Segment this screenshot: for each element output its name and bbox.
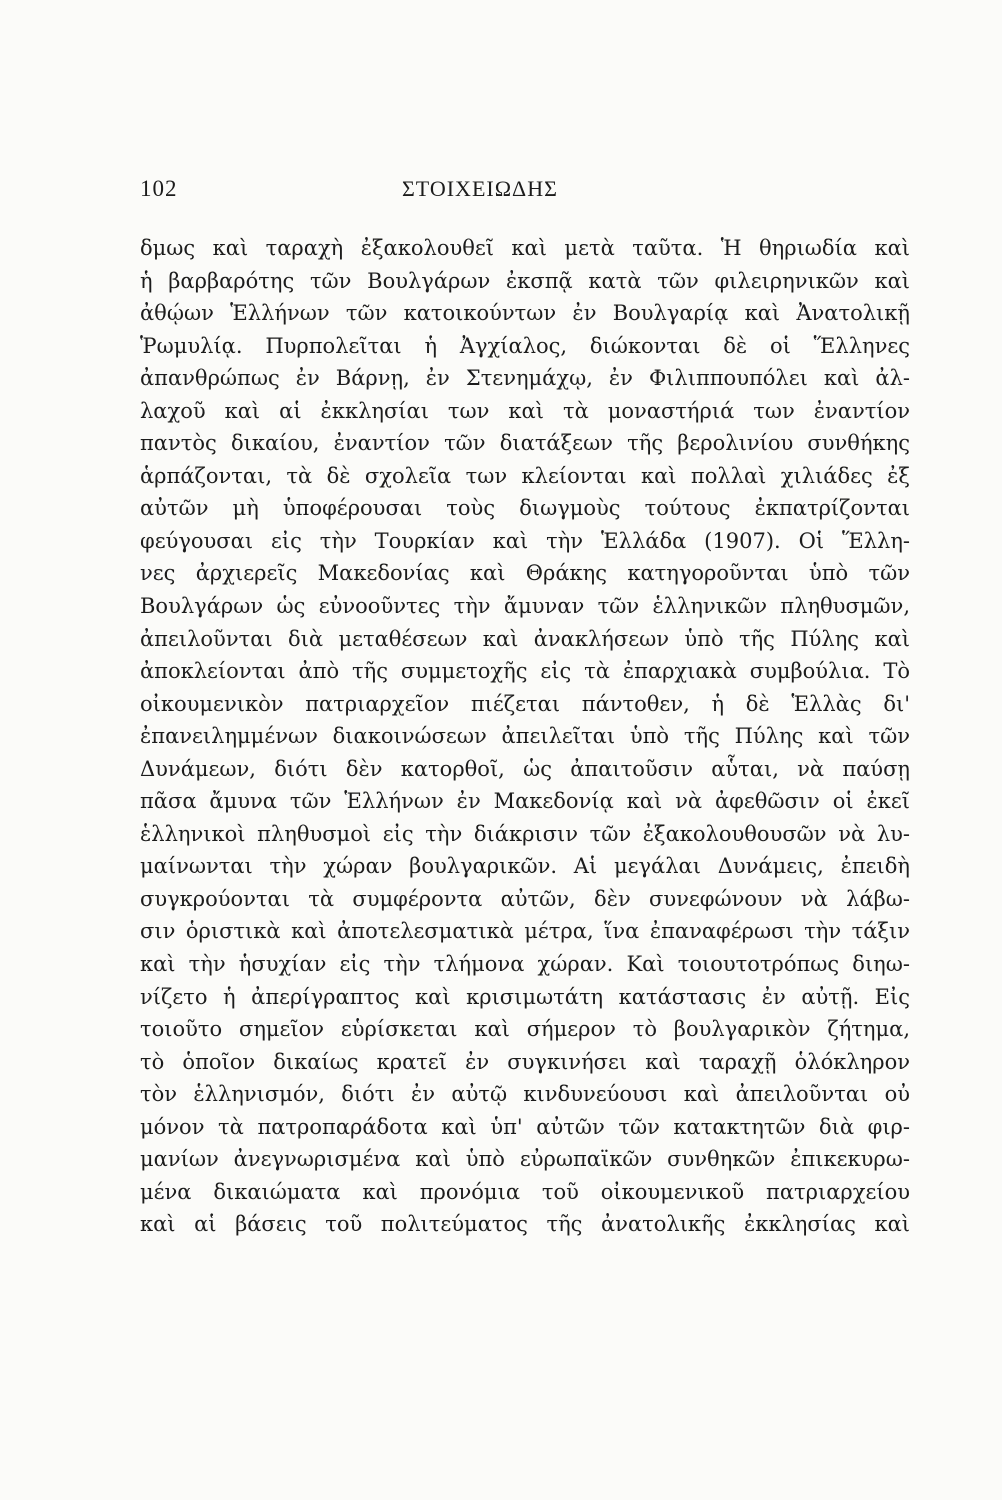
text-line: τὸ ὁποῖον δικαίως κρατεῖ ἐν συγκινήσει καὶ ταραχῇ ὁλόκληρον [140, 1049, 910, 1074]
text-line: ἐπανειλημμένων διακοινώσεων ἀπειλεῖται ὑπὸ τῆς Πύλης καὶ τῶν [140, 724, 910, 749]
text-line: Ῥωμυλίᾳ. Πυρπολεῖται ἡ Ἀγχίαλος, διώκονται δὲ οἱ Ἕλληνες [140, 333, 910, 358]
text-line: καὶ αἱ βάσεις τοῦ πολιτεύματος τῆς ἀνατολικῆς ἐκκλησίας καὶ [140, 1212, 910, 1237]
text-line: παντὸς δικαίου, ἐναντίον τῶν διατάξεων τῆς βερολινίου συνθήκης [140, 431, 910, 456]
text-line: Δυνάμεων, διότι δὲν κατορθοῖ, ὡς ἀπαιτοῦσιν αὗται, νὰ παύσῃ [140, 756, 910, 781]
running-title: ΣΤΟΙΧΕΙΩΔΗΣ [402, 176, 558, 201]
text-line: ἀποκλείονται ἀπὸ τῆς συμμετοχῆς εἰς τὰ ἐπαρχιακὰ συμβούλια. Τὸ [140, 659, 910, 684]
text-line: αὐτῶν μὴ ὑποφέρουσαι τοὺς διωγμοὺς τούτους ἐκπατρίζονται [140, 496, 910, 521]
text-line: μένα δικαιώματα καὶ προνόμια τοῦ οἰκουμενικοῦ πατριαρχείου [140, 1179, 910, 1204]
text-line: ἀθῴων Ἑλλήνων τῶν κατοικούντων ἐν Βουλγαρίᾳ καὶ Ἀνατολικῇ [140, 301, 910, 326]
text-line: τὸν ἑλληνισμόν, διότι ἐν αὐτῷ κινδυνεύουσι καὶ ἀπειλοῦνται οὐ [140, 1082, 910, 1107]
text-line: σιν ὁριστικὰ καὶ ἀποτελεσματικὰ μέτρα, ἵνα ἐπαναφέρωσι τὴν τάξιν [140, 919, 910, 944]
text-line: φεύγουσαι εἰς τὴν Τουρκίαν καὶ τὴν Ἑλλάδα (1907). Οἱ Ἕλλη- [140, 528, 910, 553]
page-header [140, 176, 910, 210]
text-line: μανίων ἀνεγνωρισμένα καὶ ὑπὸ εὐρωπαϊκῶν συνθηκῶν ἐπικεκυρω- [140, 1147, 910, 1172]
text-line: ἡ βαρβαρότης τῶν Βουλγάρων ἐκσπᾷ κατὰ τῶν φιλειρηνικῶν καὶ [140, 268, 910, 293]
text-line: ἀπειλοῦνται διὰ μεταθέσεων καὶ ἀνακλήσεων ὑπὸ τῆς Πύλης καὶ [140, 626, 910, 651]
text-line: νες ἀρχιερεῖς Μακεδονίας καὶ Θράκης κατηγοροῦνται ὑπὸ τῶν [140, 561, 910, 586]
text-line: τοιοῦτο σημεῖον εὑρίσκεται καὶ σήμερον τὸ βουλγαρικὸν ζήτημα, [140, 1017, 910, 1042]
text-line: ἑλληνικοὶ πληθυσμοὶ εἰς τὴν διάκρισιν τῶν ἐξακολουθουσῶν νὰ λυ- [140, 821, 910, 846]
text-line: λαχοῦ καὶ αἱ ἐκκλησίαι των καὶ τὰ μοναστήριά των ἐναντίον [140, 398, 910, 423]
text-line: δμως καὶ ταραχὴ ἐξακολουθεῖ καὶ μετὰ ταῦτα. Ἡ θηριωδία καὶ [140, 236, 910, 260]
text-line: πᾶσα ἄμυνα τῶν Ἑλλήνων ἐν Μακεδονίᾳ καὶ νὰ ἀφεθῶσιν οἱ ἐκεῖ [140, 789, 910, 814]
text-line: καὶ τὴν ἡσυχίαν εἰς τὴν τλήμονα χώραν. Καὶ τοιουτοτρόπως διηω- [140, 952, 910, 977]
body-text [140, 232, 910, 1241]
text-line: συγκρούονται τὰ συμφέροντα αὐτῶν, δὲν συνεφώνουν νὰ λάβω- [140, 886, 910, 911]
text-line: μαίνωνται τὴν χώραν βουλγαρικῶν. Αἱ μεγάλαι Δυνάμεις, ἐπειδὴ [140, 854, 910, 879]
text-line: νίζετο ἡ ἀπερίγραπτος καὶ κρισιμωτάτη κατάστασις ἐν αὐτῇ. Εἰς [140, 984, 910, 1009]
text-line: οἰκουμενικὸν πατριαρχεῖον πιέζεται πάντοθεν, ἡ δὲ Ἑλλὰς δι' [140, 691, 910, 716]
page-number: 102 [140, 176, 178, 201]
text-line: Βουλγάρων ὡς εὐνοοῦντες τὴν ἄμυναν τῶν ἑλληνικῶν πληθυσμῶν, [140, 594, 910, 619]
text-line: ἁρπάζονται, τὰ δὲ σχολεῖα των κλείονται καὶ πολλαὶ χιλιάδες ἐξ [140, 463, 910, 488]
text-line: ἀπανθρώπως ἐν Βάρνῃ, ἐν Στενημάχῳ, ἐν Φιλιππουπόλει καὶ ἀλ- [140, 366, 910, 391]
text-line: μόνον τὰ πατροπαράδοτα καὶ ὑπ' αὐτῶν τῶν κατακτητῶν διὰ φιρ- [140, 1114, 910, 1139]
